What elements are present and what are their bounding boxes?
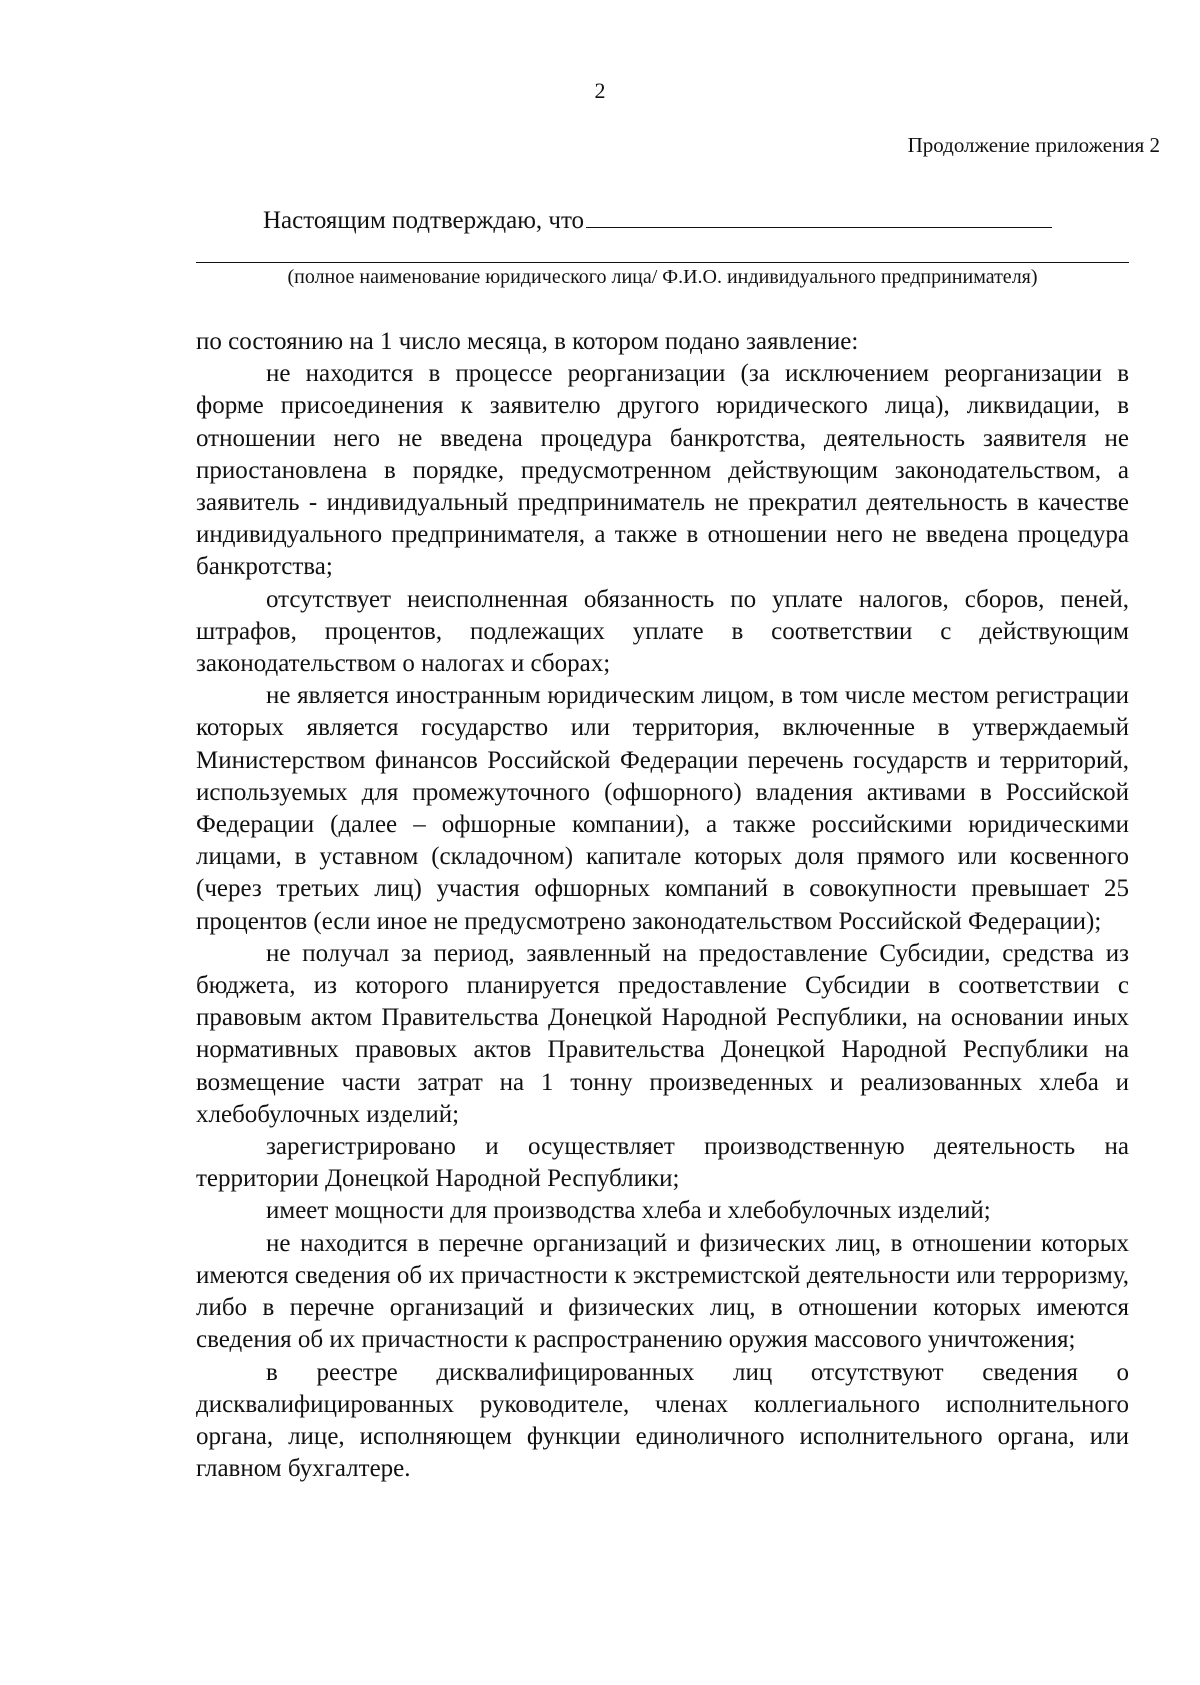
confirmation-statement	[263, 203, 1052, 235]
body-paragraph: не находится в перечне организаций и физических лиц, в отношении которых имеются сведения об их причастности к экстремистской деятельности или терроризму, либо в перечне организаций и физических лиц, в отношении которых имеются сведения об их причастности к распространению оружия массового уничтожения;	[196, 1229, 1129, 1354]
entity-name-blank-line-2	[196, 262, 1129, 263]
body-paragraph: в реестре дисквалифицированных лиц отсутствуют сведения о дисквалифицированных руководителе, членах коллегиального исполнительного органа, лице, исполняющем функции единоличного исполнительного органа, или главном бухгалтере.	[196, 1358, 1129, 1483]
entity-name-blank-line	[586, 203, 1052, 228]
body-paragraph: зарегистрировано и осуществляет производственную деятельность на территории Донецкой Народной Республики;	[196, 1133, 1129, 1193]
entity-name-caption: (полное наименование юридического лица/ Ф.И.О. индивидуального предпринимателя)	[287, 266, 1038, 288]
body-paragraph: отсутствует неисполненная обязанность по уплате налогов, сборов, пеней, штрафов, процентов, подлежащих уплате в соответствии с действующим законодательством о налогах и сборах;	[196, 585, 1129, 678]
body-paragraph: не является иностранным юридическим лицом, в том числе местом регистрации которых является государство или территория, включенные в утверждаемый Министерством финансов Российской Федерации перечень государств и территорий, используемых для промежуточного (офшорного) владения активами в Российской Федерации (далее – офшорные компании), а также российскими юридическими лицами, в уставном (складочном) капитале которых доля прямого или косвенного (через третьих лиц) участия офшорных компаний в совокупности превышает 25 процентов (если иное не предусмотрено законодательством Российской Федерации);	[196, 682, 1129, 935]
body-paragraph: не находится в процессе реорганизации (за исключением реорганизации в форме присоединения к заявителю другого юридического лица), ликвидации, в отношении него не введена процедура банкротства, деятельность заявителя не приостановлена в порядке, предусмотренном действующим законодательством, а заявитель - индивидуальный предприниматель не прекратил деятельность в качестве индивидуального предпринимателя, а также в отношении него не введена процедура банкротства;	[196, 360, 1129, 581]
confirmation-lead-text: Настоящим подтверждаю, что	[263, 207, 585, 234]
body-paragraph: не получал за период, заявленный на предоставление Субсидии, средства из бюджета, из которого планируется предоставление Субсидии в соответствии с правовым актом Правительства Донецкой Народной Республики, на основании иных нормативных правовых актов Правительства Донецкой Народной Республики на возмещение части затрат на 1 тонну произведенных и реализованных хлеба и хлебобулочных изделий;	[196, 939, 1129, 1128]
document-body	[196, 326, 1129, 1485]
body-paragraph: имеет мощности для производства хлеба и хлебобулочных изделий;	[266, 1197, 991, 1225]
appendix-continuation-label: Продолжение приложения 2	[907, 133, 1160, 157]
page-number: 2	[594, 78, 606, 103]
body-intro: по состоянию на 1 число месяца, в котором подано заявление:	[196, 328, 859, 355]
